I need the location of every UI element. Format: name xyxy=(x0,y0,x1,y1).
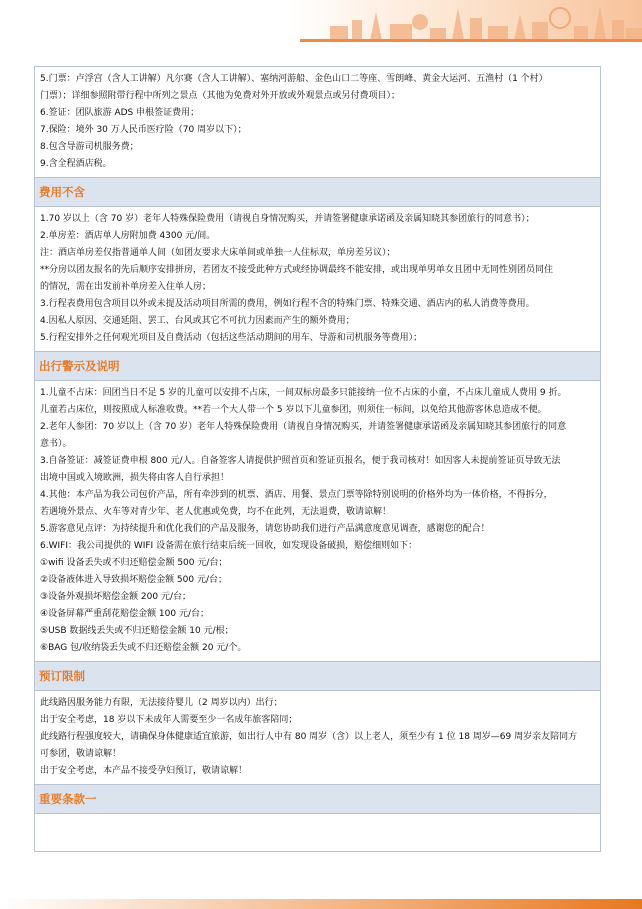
includes-line: 6.签证：团队旅游 ADS 申根签证费用； xyxy=(40,108,200,118)
warnings-line: 1.儿童不占床：回团当日不足 5 岁的儿童可以安排不占床，一间双标房最多只能接纳一位不占床的小童，不占床儿童成人费用 9 折。 xyxy=(40,388,567,398)
booking-line: 可参团，敬请谅解！ xyxy=(40,749,122,759)
document-frame xyxy=(34,66,601,852)
excludes-line: 3.行程表费用包含项目以外或未提及活动项目所需的费用，例如行程不含的特殊门票、特殊交通、酒店内的私人消费等费用。 xyxy=(40,299,535,309)
warnings-line: ④设备屏幕严重刮花赔偿金额 100 元/台； xyxy=(40,609,210,619)
section-title-warnings: 出行警示及说明 xyxy=(35,351,600,381)
includes-line: 7.保险：境外 30 万人民币医疗险（70 周岁以下）； xyxy=(40,125,247,135)
warnings-line: 儿童若占床位，则按照成人标准收费。**若一个大人带一个 5 岁以下儿童参团，则须住一标间，以免给其他游客休息造成不便。 xyxy=(40,405,547,415)
excludes-line: 1.70 岁以上（含 70 岁）老年人特殊保险费用（请视自身情况购买，并请签署健康承诺函及亲属知晓其参团旅行的同意书）； xyxy=(40,214,535,224)
includes-line: 门票）；详细参照附带行程中所列之景点（其他为免费对外开放或外观景点或另付费项目）； xyxy=(40,91,401,101)
bottom-decor-bar xyxy=(0,899,642,909)
warnings-line: 6.WIFI：我公司提供的 WIFI 设备需在旅行结束后统一回收，如发现设备破损，赔偿细则如下： xyxy=(40,541,418,551)
warnings-line: 4.其他：本产品为我公司包价产品，所有牵涉到的机票、酒店、用餐、景点门票等除特别说明的价格外均为一体价格，不得拆分， xyxy=(40,490,553,500)
excludes-line: 5.行程安排外之任何观光项目及自费活动（包括这些活动期间的用车、导游和司机服务等费用）； xyxy=(40,333,423,343)
warnings-line: ①wifi 设备丢失或不归还赔偿金额 500 元/台； xyxy=(40,558,228,568)
excludes-line: 4.因私人原因、交通延阻、罢工、台风或其它不可抗力因素而产生的额外费用； xyxy=(40,316,355,326)
warnings-line: 意书）。 xyxy=(40,439,72,449)
warnings-line: 3.自备签证：减签证费申根 800 元/人。自备签客人请提供护照首页和签证页报名，便于我司核对！如因客人未提前签证页导致无法 xyxy=(40,456,561,466)
warnings-body xyxy=(35,381,600,661)
includes-line: 9.含全程酒店税。 xyxy=(40,159,112,169)
warnings-line: ⑥BAG 包/收纳袋丢失或不归还赔偿金额 20 元/个。 xyxy=(40,643,247,653)
excludes-body xyxy=(35,207,600,351)
top-banner xyxy=(0,0,642,42)
includes-line: 8.包含导游司机服务费； xyxy=(40,142,139,152)
section-title-excludes: 费用不含 xyxy=(35,177,600,207)
warnings-line: 2.老年人参团：70 岁以上（含 70 岁）老年人特殊保险费用（请视自身情况购买，并请签署健康承诺函及亲属知晓其参团旅行的同意 xyxy=(40,422,567,432)
warnings-line: 5.游客意见点评：为持续提升和优化我们的产品及服务，请您协助我们进行产品满意度意见调查，感谢您的配合！ xyxy=(40,524,490,534)
section-title-booking-limits: 预订限制 xyxy=(35,661,600,691)
city-skyline-illustration xyxy=(0,0,642,42)
warnings-line: 若遇境外景点、火车等对青少年、老人优惠或免费，均不在此列，无法退费，敬请谅解！ xyxy=(40,507,392,517)
warnings-line: ⑤USB 数据线丢失或不归还赔偿金额 10 元/根； xyxy=(40,626,234,636)
includes-line: 5.门票：卢浮宫（含人工讲解）凡尔赛（含人工讲解）、塞纳河游船、金色山口二等座、雪朗峰、黄金大运河、五渔村（1 个村） xyxy=(40,74,548,84)
booking-line: 此线路行程强度较大，请确保身体健康适宜旅游，如出行人中有 80 周岁（含）以上老人，须至少有 1 位 18 周岁—69 周岁亲友陪同方 xyxy=(40,732,578,742)
booking-line: 出于安全考虑，本产品不接受孕妇预订，敬请谅解！ xyxy=(40,766,248,776)
excludes-line: 注：酒店单房差仅指普通单人间（如团友要求大床单间或单独一人住标双，单房差另议）； xyxy=(40,248,396,258)
excludes-line: 2.单房差：酒店单人房附加费 4300 元/间。 xyxy=(40,231,216,241)
booking-line: 此线路因服务能力有限，无法接待婴儿（2 周岁以内）出行； xyxy=(40,698,283,708)
excludes-line: **分房以团友报名的先后顺序安排拼房，若团友不接受此种方式或经协调最终不能安排，或出现单男单女且团中无同性别团员同住 xyxy=(40,265,554,275)
booking-limits-body xyxy=(35,691,600,784)
excludes-line: 的情况，需在出发前补单房差入住单人房； xyxy=(40,282,212,292)
booking-line: 出于安全考虑，18 岁以下未成年人需要至少一名成年旅客陪同； xyxy=(40,715,298,725)
includes-continuation xyxy=(35,67,600,177)
warnings-line: ③设备外观损坏赔偿金额 200 元/台； xyxy=(40,592,192,602)
warnings-line: 出境中国或入境欧洲，损失将由客人自行承担！ xyxy=(40,473,230,483)
section-title-terms: 重要条款一 xyxy=(35,784,600,814)
warnings-line: ②设备液体进入导致损坏赔偿金额 500 元/台； xyxy=(40,575,228,585)
